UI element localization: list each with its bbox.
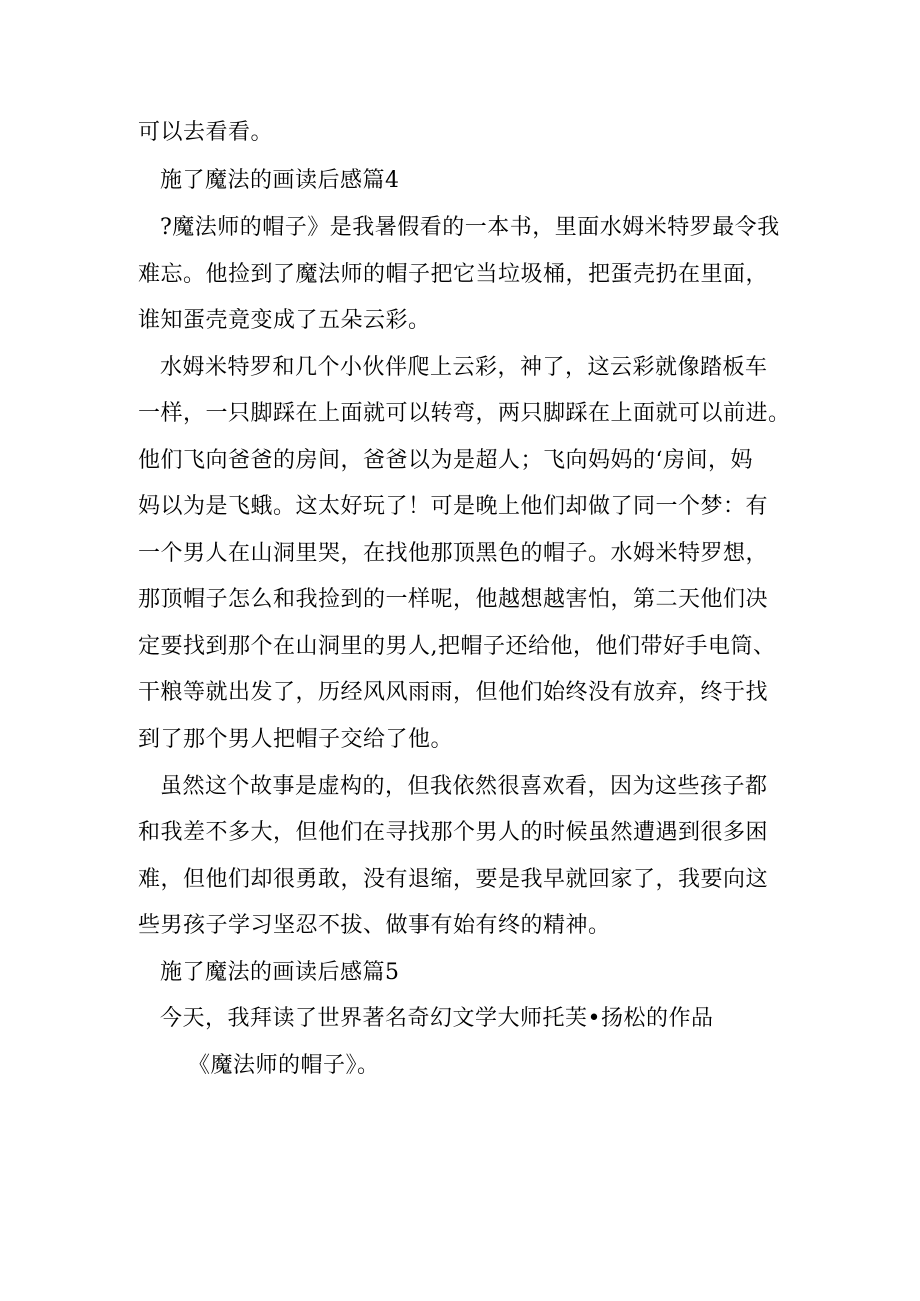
text-line: 那顶帽子怎么和我捡到的一样呢，他越想越害怕，第二天他们决 [138, 587, 769, 612]
text-line: 定要找到那个在山洞里的男人,把帽子还给他，他们带好手电筒、 [138, 634, 776, 659]
section-heading: 施了魔法的画读后感篇4 [160, 168, 400, 193]
text-line: 难，但他们却很勇敢，没有退缩，要是我早就回家了，我要向这 [138, 867, 769, 892]
text-line: 难忘。他捡到了魔法师的帽子把它当垃圾桶，把蛋壳扔在里面， [138, 262, 769, 287]
text-line: 水姆米特罗和几个小伙伴爬上云彩，神了，这云彩就像踏板车 [160, 355, 768, 380]
text-line: 和我差不多大，但他们在寻找那个男人的时候虽然遭遇到很多困 [138, 820, 769, 845]
text-line: 一个男人在山洞里哭，在找他那顶黑色的帽子。水姆米特罗想， [138, 541, 769, 566]
text-line: 虽然这个故事是虚构的，但我依然很喜欢看，因为这些孩子都 [160, 774, 768, 799]
text-line: 谁知蛋壳竟变成了五朵云彩。 [138, 308, 431, 333]
text-line: 些男孩子学习坚忍不拔、做事有始有终的精神。 [138, 913, 611, 938]
text-line: 到了那个男人把帽子交给了他。 [138, 727, 454, 752]
text-line: 他们飞向爸爸的房间，爸爸以为是超人；飞向妈妈的‘房间，妈 [138, 448, 753, 473]
text-line: 可以去看看。 [138, 120, 274, 145]
text-line: 妈以为是飞蛾。这太好玩了！可是晚上他们却做了同一个梦：有 [138, 494, 769, 519]
text-line: 一样，一只脚踩在上面就可以转弯，两只脚踩在上面就可以前进。 [138, 401, 791, 426]
section-heading: 施了魔法的画读后感篇5 [160, 960, 400, 985]
text-line: 干粮等就出发了，历经风风雨雨，但他们始终没有放弃，终于找 [138, 680, 769, 705]
text-line: ?魔法师的帽子》是我暑假看的一本书，里面水姆米特罗最令我 [160, 215, 780, 240]
text-line: 《魔法师的帽子》。 [188, 1053, 380, 1078]
text-line: 今天，我拜读了世界著名奇幻文学大师托芙•扬松的作品 [160, 1006, 714, 1031]
